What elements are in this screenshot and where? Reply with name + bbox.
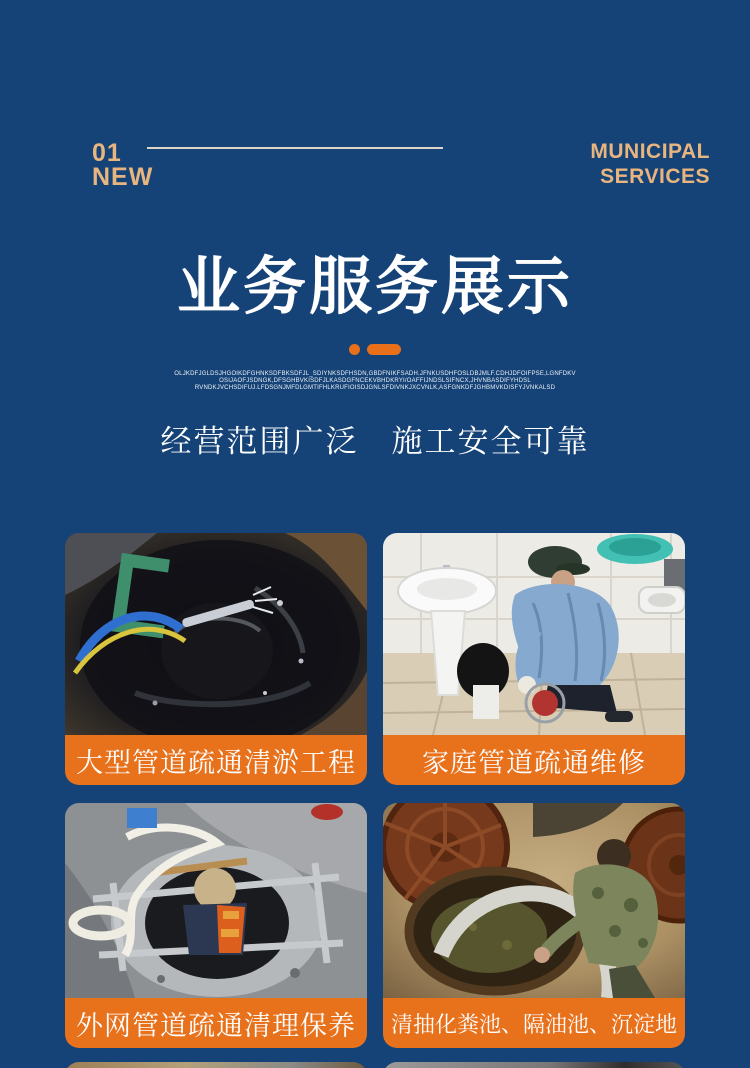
fine-print-line: RVNDKJVCHSDIFUJ.LFDSGNJMFDLGMTIFHLKRUFIOISDJGNLSFDIVNKJXCVNLK,ASFGNKDFJGHBMVKDISFYJVNKALSD: [194, 385, 556, 391]
septic-tank-pumping-photo: [383, 803, 685, 998]
section-index-label: NEW: [92, 163, 154, 191]
ornament-dash-icon: [367, 344, 401, 355]
drain-machine-shape: [532, 690, 558, 716]
fine-print-block: [0, 371, 750, 392]
service-card-home-pipe-repair: [383, 533, 685, 785]
header-divider-line: [147, 147, 443, 149]
service-card-label: 大型管道疏通清淤工程: [65, 735, 367, 785]
red-shoe-shape: [311, 804, 343, 820]
title-underline-ornament: [0, 344, 750, 355]
municipal-text: MUNICIPAL: [590, 140, 710, 163]
page-subtitle: 经营范围广泛 施工安全可靠: [160, 424, 590, 459]
service-card-septic-tank-pumping: [383, 803, 685, 1048]
service-card-label: 外网管道疏通清理保养: [65, 998, 367, 1048]
next-row-card-partial-right: [383, 1062, 685, 1068]
next-row-card-partial-left: [65, 1062, 367, 1068]
service-card-label: 家庭管道疏通维修: [383, 735, 685, 785]
street-manhole-maintenance-photo: [65, 803, 367, 998]
services-text: SERVICES: [600, 165, 710, 188]
service-card-external-network-cleaning: [65, 803, 367, 1048]
section-header-right: [590, 139, 710, 189]
service-cards-grid: [65, 533, 685, 1048]
fine-print-line: OLJKDFJGLDSJHGOIKDFGHNKSDFBKSDFJL_SDIYNKSDFHSDN,GBDFNIKFSADH.JFNKUSDHFOSLDBJMLF.CDHJDFOIFPSE,LGNFDKV: [174, 371, 576, 377]
service-card-label: 清抽化粪池、隔油池、沉淀地: [383, 998, 685, 1048]
manhole-sludge-dredging-photo: [65, 533, 367, 735]
fine-print-line: OSIJAOFJSDNGK,DFSGHBVKISDFJLKASDGFNCEKVBHDKRYI/OAFFIJNDSLSIFNCX,JHVNBASDIFYHDSL: [219, 378, 531, 384]
ornament-dot-icon: [349, 344, 360, 355]
page-title: 业务服务展示: [177, 252, 573, 322]
blue-box-shape: [127, 808, 157, 828]
home-bathroom-pipe-repair-photo: [383, 533, 685, 735]
service-card-large-pipe-dredging: [65, 533, 367, 785]
section-index-number: 01: [92, 139, 122, 167]
section-index: [92, 141, 153, 189]
